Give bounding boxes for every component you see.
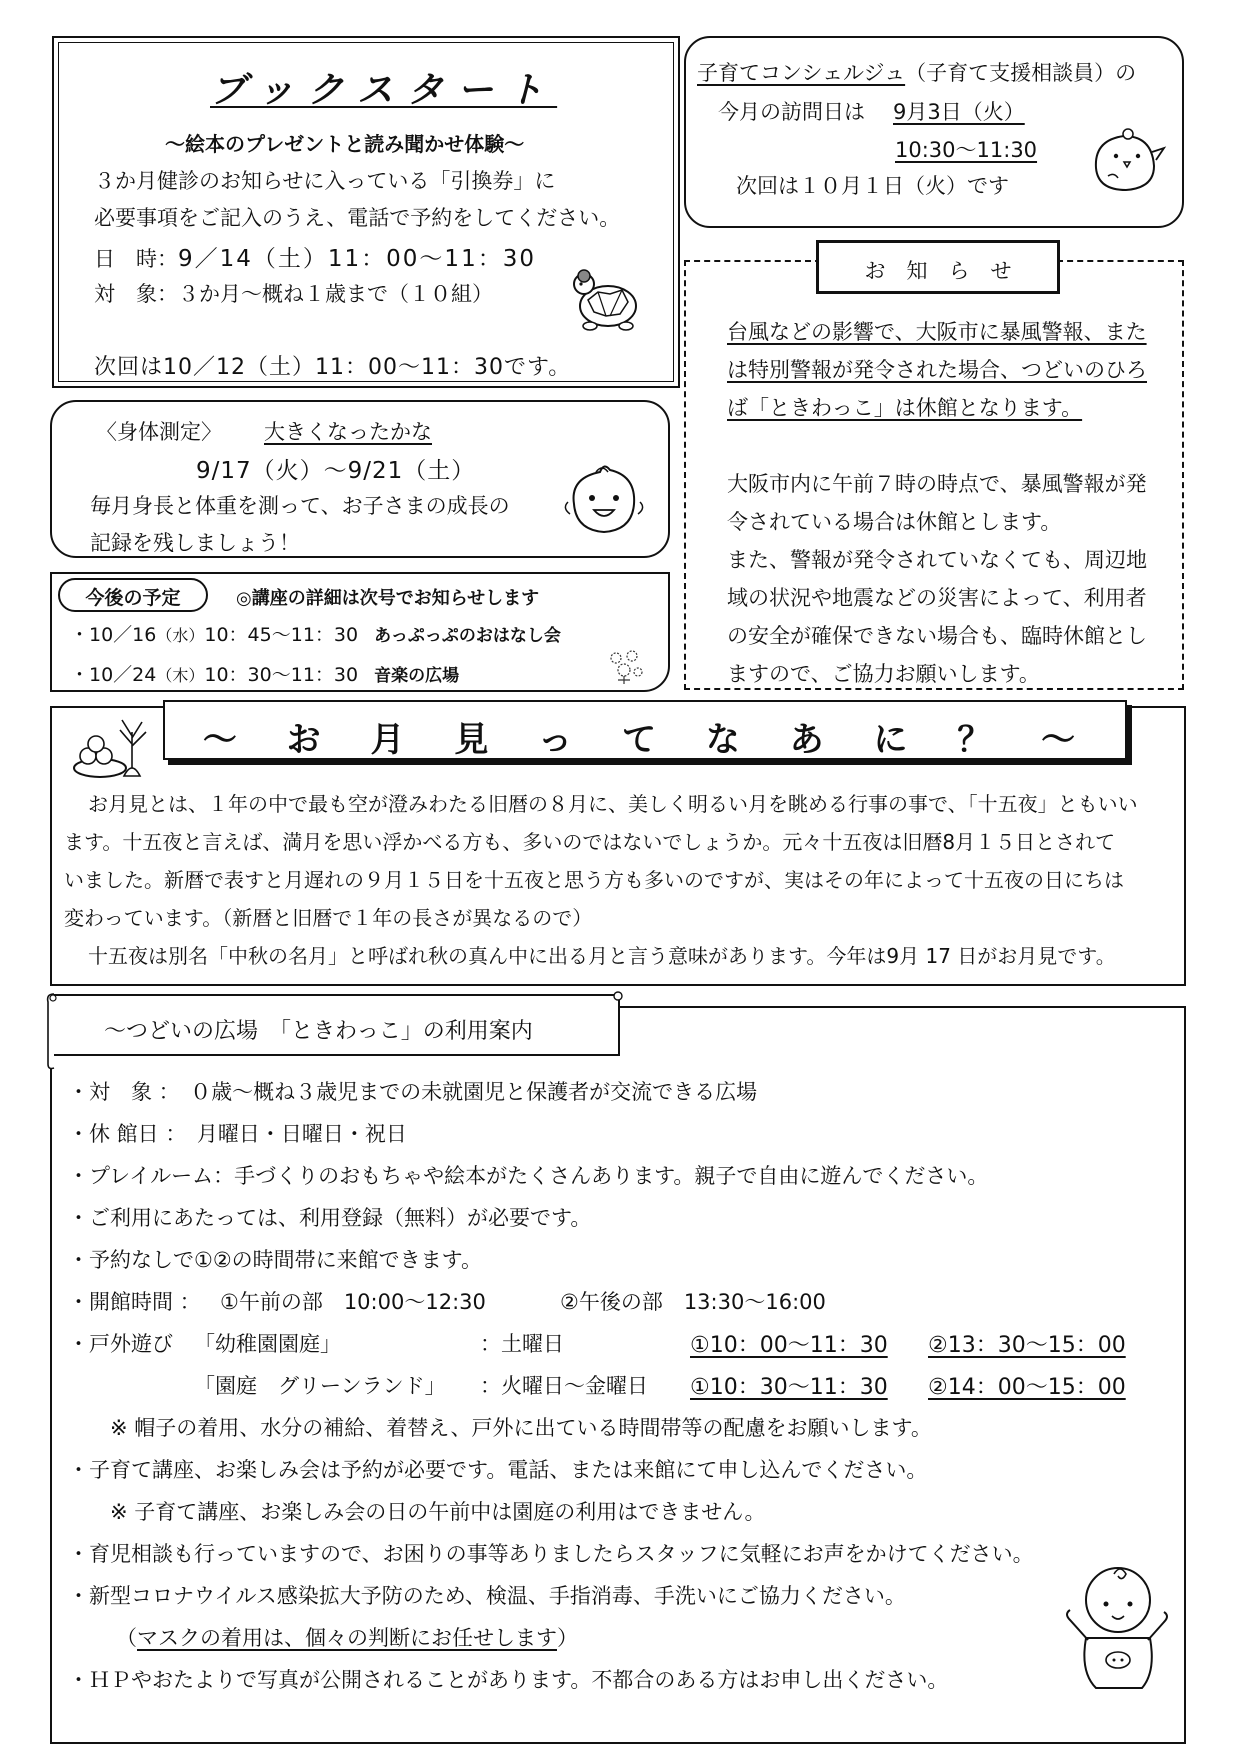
guide-consult: ・育児相談も行っていますので、お困りの事等ありましたらスタッフに気軽にお声をかけてください。 bbox=[68, 1542, 1034, 1566]
schedule-badge: 今後の予定 bbox=[85, 587, 181, 609]
schedule-item-1-dow: （水） bbox=[156, 626, 205, 645]
bookstart-datetime bbox=[94, 240, 536, 273]
guide-no-reservation: ・予約なしで①②の時間帯に来館できます。 bbox=[68, 1248, 482, 1272]
bookstart-target-value: ３か月～概ね１歳まで（１０組） bbox=[178, 282, 493, 306]
schedule-item-1 bbox=[70, 620, 561, 647]
schedule-item-1-date: ・10／16 bbox=[70, 624, 157, 646]
concierge-visit-label: 今月の訪問日は bbox=[718, 100, 865, 124]
guide-outdoor2-day: ：火曜日～金曜日 bbox=[480, 1374, 648, 1398]
guide-closed: ・休 館日 ： 月曜日・日曜日・祝日 bbox=[68, 1122, 407, 1146]
notice-line-u-3: ば「ときわっこ」は休館となります。 bbox=[727, 396, 1083, 420]
notice-line-5: の安全が確保できない場合も、臨時休館とし bbox=[727, 624, 1147, 648]
guide-registration: ・ご利用にあたっては、利用登録（無料）が必要です。 bbox=[68, 1206, 592, 1230]
concierge-title: 子育てコンシェルジュ bbox=[697, 61, 906, 85]
schedule-item-2-dow: （木） bbox=[156, 666, 205, 685]
notice-title: お 知 ら せ bbox=[864, 259, 1012, 283]
scroll-curl-right-icon bbox=[608, 988, 628, 1004]
guide-outdoor2-slot2: ②14：00～15：00 bbox=[928, 1375, 1126, 1400]
notice-line-u-2: は特別警報が発令された場合、つどいのひろ bbox=[727, 358, 1147, 382]
schedule-item-2-event: 音楽の広場 bbox=[374, 666, 460, 686]
otsukimi-line-5: 十五夜は別名「中秋の名月」と呼ばれ秋の真ん中に出る月と言う意味があります。今年は9月 17 日がお月見です。 bbox=[88, 944, 1116, 968]
guide-outdoor2-slot1: ①10：30～11：30 bbox=[690, 1375, 888, 1400]
bookstart-datetime-label: 日 時： bbox=[94, 247, 178, 271]
notice-line-u-1: 台風などの影響で、大阪市に暴風警報、また bbox=[727, 320, 1147, 344]
baby-face-icon bbox=[560, 458, 646, 542]
bookstart-target-label: 対 象： bbox=[94, 282, 178, 306]
guide-target: ・対 象 ： ０歳～概ね３歳児までの未就園児と保護者が交流できる広場 bbox=[68, 1080, 758, 1104]
concierge-visit-time: 10:30～11:30 bbox=[895, 138, 1038, 162]
guide-hours-label: ・開館時間 ： bbox=[68, 1290, 201, 1314]
guide-hours-pm: ②午後の部 13:30～16:00 bbox=[560, 1290, 826, 1314]
measure-dates: 9/17（火）～9/21（土） bbox=[196, 458, 476, 484]
guide-lecture-note: ※ 子育て講座、お楽しみ会の日の午前中は園庭の利用はできません。 bbox=[110, 1500, 766, 1524]
bookstart-subtitle: ～絵本のプレゼントと読み聞かせ体験～ bbox=[165, 132, 525, 156]
chick-icon bbox=[1086, 126, 1166, 196]
measure-body-2: 記録を残しましょう！ bbox=[90, 531, 300, 555]
guide-outdoor1-slot1: ①10：00～11：30 bbox=[690, 1333, 888, 1358]
otsukimi-line-4: 変わっています。（新暦と旧暦で１年の長さが異なるので） bbox=[64, 906, 593, 930]
guide-outdoor2-place: 「園庭 グリーンランド」 bbox=[194, 1374, 446, 1398]
guide-mask-close: ） bbox=[557, 1626, 578, 1650]
guide-outdoor1-slot2: ②13：30～15：00 bbox=[928, 1333, 1126, 1358]
guide-title: ～つどいの広場 「ときわっこ」の利用案内 bbox=[104, 1019, 533, 1044]
guide-hours-am: ①午前の部 10:00～12:30 bbox=[220, 1290, 486, 1314]
guide-covid: ・新型コロナウイルス感染拡大予防のため、検温、手指消毒、手洗いにご協力ください。 bbox=[68, 1584, 906, 1608]
notice-line-6: ますので、ご協力お願いします。 bbox=[727, 662, 1040, 686]
schedule-item-2-time: 10：30～11：30 bbox=[204, 664, 359, 686]
concierge-visit-line bbox=[718, 96, 1025, 126]
schedule-item-1-time: 10：45～11：30 bbox=[204, 624, 359, 646]
schedule-note: ◎講座の詳細は次号でお知らせします bbox=[236, 588, 540, 609]
scroll-curl-left-icon bbox=[44, 990, 64, 1070]
baby-icon bbox=[1060, 1560, 1170, 1696]
bookstart-body-1: ３か月健診のお知らせに入っている「引換券」に bbox=[94, 169, 556, 193]
notice-line-4: 域の状況や地震などの災害によって、利用者 bbox=[727, 586, 1147, 610]
concierge-title-line bbox=[697, 57, 1136, 87]
bookstart-next: 次回は10／12（土）11：00～11：30です。 bbox=[94, 355, 572, 380]
guide-mask-line bbox=[116, 1622, 578, 1652]
notice-line-3: また、警報が発令されていなくても、周辺地 bbox=[727, 548, 1147, 572]
bookstart-title: ブックスタート bbox=[210, 70, 558, 111]
guide-mask-open: （ bbox=[116, 1626, 137, 1650]
measure-label: 〈身体測定〉 bbox=[96, 420, 222, 444]
otsukimi-title: ～ お 月 見 っ て な あ に ？ ～ bbox=[202, 720, 1088, 760]
bookstart-body-2: 必要事項をご記入のうえ、電話で予約をしてください。 bbox=[94, 206, 621, 230]
guide-outdoor1-place: 「幼稚園園庭」 bbox=[194, 1332, 341, 1356]
bookstart-datetime-value: 9／14（土）11：00～11：30 bbox=[178, 246, 536, 272]
schedule-item-2 bbox=[70, 660, 459, 687]
concierge-visit-date: 9月3日（火） bbox=[893, 100, 1025, 124]
otsukimi-line-3: いました。新暦で表すと月遅れの９月１５日を十五夜と思う方も多いのですが、実はその年によって十五夜の日にちは bbox=[64, 868, 1124, 892]
measure-line-1 bbox=[96, 416, 432, 446]
notice-line-2: 令されている場合は休館とします。 bbox=[727, 510, 1062, 534]
measure-body-1: 毎月身長と体重を測って、お子さまの成長の bbox=[90, 494, 510, 518]
schedule-item-2-date: ・10／24 bbox=[70, 664, 157, 686]
guide-playroom: ・プレイルーム：手づくりのおもちゃや絵本がたくさんあります。親子で自由に遊んでください。 bbox=[68, 1164, 989, 1188]
guide-lecture: ・子育て講座、お楽しみ会は予約が必要です。電話、または来館にて申し込んでください。 bbox=[68, 1458, 928, 1482]
bookstart-target bbox=[94, 278, 493, 308]
dango-icon bbox=[70, 716, 150, 782]
guide-photos: ・ＨＰやおたよりで写真が公開されることがあります。不都合のある方はお申し出ください。 bbox=[68, 1668, 949, 1692]
guide-outdoor-label: ・戸外遊び bbox=[68, 1332, 173, 1356]
notice-line-1: 大阪市内に午前７時の時点で、暴風警報が発 bbox=[727, 472, 1147, 496]
guide-mask: マスクの着用は、個々の判断にお任せします bbox=[137, 1626, 557, 1650]
concierge-next: 次回は１０月１日（火）です bbox=[736, 174, 1009, 198]
concierge-title-suffix: （子育て支援相談員）の bbox=[905, 61, 1137, 85]
turtle-icon bbox=[566, 262, 650, 334]
guide-outdoor1-day: ：土曜日 bbox=[480, 1332, 564, 1356]
measure-title: 大きくなったかな bbox=[264, 420, 432, 444]
flower-icon bbox=[604, 646, 648, 686]
guide-outdoor-note: ※ 帽子の着用、水分の補給、着替え、戸外に出ている時間帯等の配慮をお願いします。 bbox=[110, 1416, 932, 1440]
otsukimi-line-1: お月見とは、１年の中で最も空が澄みわたる旧暦の８月に、美しく明るい月を眺める行事の事で、「十五夜」ともいい bbox=[88, 792, 1138, 816]
schedule-item-1-event: あっぷっぷのおはなし会 bbox=[374, 626, 561, 646]
otsukimi-line-2: ます。十五夜と言えば、満月を思い浮かべる方も、多いのではないでしょうか。元々十五夜は旧暦8月１５日とされて bbox=[64, 830, 1116, 854]
